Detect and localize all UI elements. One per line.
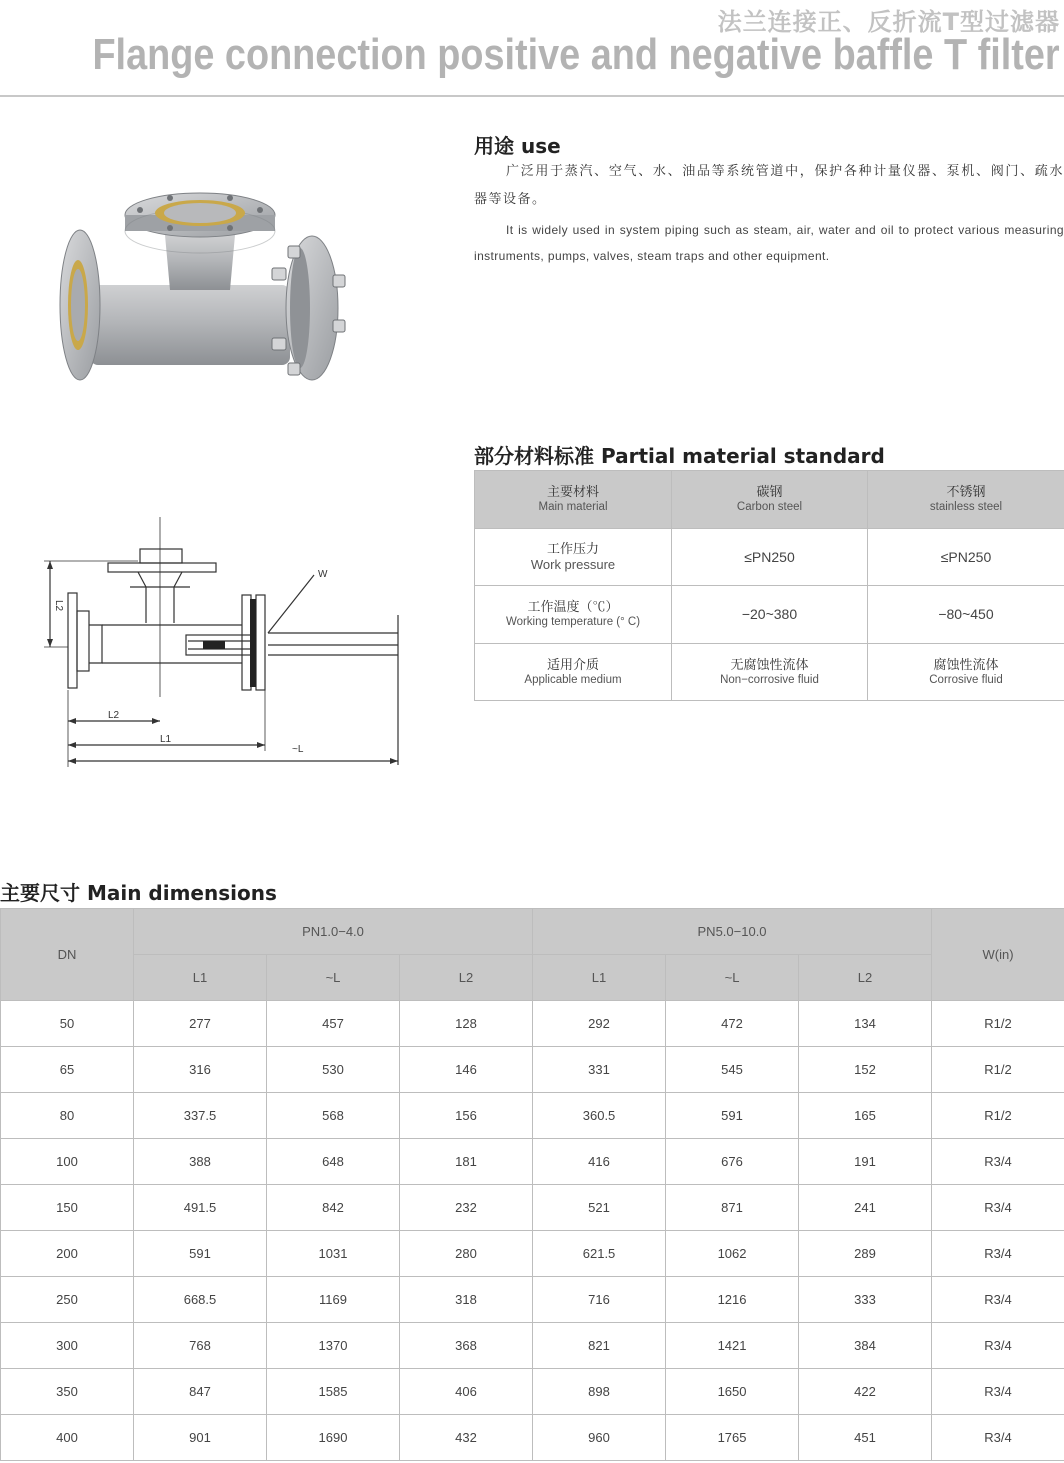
table-cell: 521 (533, 1185, 666, 1231)
dimensions-header-dn: DN (1, 909, 134, 1001)
table-row (1, 1277, 1064, 1323)
dn-cell: 350 (1, 1369, 134, 1415)
table-cell: 491.5 (134, 1185, 267, 1231)
dn-cell: 200 (1, 1231, 134, 1277)
table-row (1, 1093, 1064, 1139)
table-cell: 1370 (267, 1323, 400, 1369)
material-row-pressure (475, 528, 1064, 586)
table-cell: 451 (799, 1415, 932, 1461)
drawing-label-w: W (318, 569, 328, 580)
table-cell: 318 (400, 1277, 533, 1323)
material-cell: 无腐蚀性流体 Non−corrosive fluid (672, 643, 868, 701)
table-cell: 241 (799, 1185, 932, 1231)
material-row-medium (475, 643, 1064, 701)
table-cell: 360.5 (533, 1093, 666, 1139)
table-cell: 591 (666, 1093, 799, 1139)
table-cell: 384 (799, 1323, 932, 1369)
material-header-cell: 碳钢 Carbon steel (672, 471, 868, 529)
table-cell: R1/2 (932, 1047, 1064, 1093)
table-cell: 416 (533, 1139, 666, 1185)
table-cell: 316 (134, 1047, 267, 1093)
material-table (474, 470, 1064, 701)
dn-cell: 80 (1, 1093, 134, 1139)
table-cell: 232 (400, 1185, 533, 1231)
table-cell: R3/4 (932, 1277, 1064, 1323)
material-cell: −20~380 (672, 586, 868, 644)
table-cell: 1585 (267, 1369, 400, 1415)
dn-cell: 250 (1, 1277, 134, 1323)
dimensions-header-group1: PN1.0−4.0 (134, 909, 533, 955)
table-cell: 842 (267, 1185, 400, 1231)
table-row (1, 1231, 1064, 1277)
dimensions-subheader: L2 (799, 955, 932, 1001)
use-section-title: 用途 use (474, 134, 561, 158)
filter-body (90, 285, 290, 365)
dimension-drawing (38, 515, 408, 775)
table-cell: 960 (533, 1415, 666, 1461)
baffle-plate (250, 599, 256, 687)
table-row (1, 1139, 1064, 1185)
dimensions-table-body (1, 1001, 1064, 1461)
table-cell: 716 (533, 1277, 666, 1323)
table-cell: 337.5 (134, 1093, 267, 1139)
table-cell: 289 (799, 1231, 932, 1277)
material-table-header (475, 471, 1064, 529)
page-title-cn: 法兰连接正、反折流T型过滤器 (717, 8, 1060, 36)
table-cell: 530 (267, 1047, 400, 1093)
table-cell: 568 (267, 1093, 400, 1139)
table-cell: 821 (533, 1323, 666, 1369)
filter-element (203, 641, 225, 649)
table-cell: 1650 (666, 1369, 799, 1415)
dn-cell: 300 (1, 1323, 134, 1369)
dn-cell: 100 (1, 1139, 134, 1185)
dimensions-subheader-row (1, 955, 1064, 1001)
table-cell: 146 (400, 1047, 533, 1093)
table-cell: 277 (134, 1001, 267, 1047)
material-header-cell: 不锈钢 stainless steel (868, 471, 1064, 529)
use-description-en: It is widely used in system piping such as steam, air, water and oil to protect various measuring instruments, pumps, valves, steam traps and other equipment. (474, 223, 1064, 263)
dimensions-subheader: L2 (400, 955, 533, 1001)
drawing-label-l: ~L (292, 744, 304, 755)
dimensions-subheader: L1 (134, 955, 267, 1001)
table-cell: 280 (400, 1231, 533, 1277)
dimensions-subheader: ~L (666, 955, 799, 1001)
material-row-label: 工作压力 Work pressure (475, 528, 672, 586)
table-cell: 333 (799, 1277, 932, 1323)
table-cell: 1765 (666, 1415, 799, 1461)
dn-cell: 150 (1, 1185, 134, 1231)
table-cell: R1/2 (932, 1001, 1064, 1047)
table-cell: 388 (134, 1139, 267, 1185)
table-cell: 1690 (267, 1415, 400, 1461)
table-row (1, 1047, 1064, 1093)
table-cell: 331 (533, 1047, 666, 1093)
table-cell: R1/2 (932, 1093, 1064, 1139)
table-cell: 292 (533, 1001, 666, 1047)
dn-cell: 400 (1, 1415, 134, 1461)
table-cell: 545 (666, 1047, 799, 1093)
table-cell: R3/4 (932, 1369, 1064, 1415)
table-cell: 181 (400, 1139, 533, 1185)
material-row-label: 工作温度（℃） Working temperature (° C) (475, 586, 672, 644)
table-cell: 165 (799, 1093, 932, 1139)
drawing-label-l2-vertical: L2 (53, 600, 64, 612)
dimensions-subheader: L1 (533, 955, 666, 1001)
table-cell: R3/4 (932, 1139, 1064, 1185)
table-cell: R3/4 (932, 1185, 1064, 1231)
table-row (1, 1001, 1064, 1047)
table-cell: 406 (400, 1369, 533, 1415)
table-row (1, 1415, 1064, 1461)
table-cell: 128 (400, 1001, 533, 1047)
table-cell: 1421 (666, 1323, 799, 1369)
material-cell: 腐蚀性流体 Corrosive fluid (868, 643, 1064, 701)
dimensions-table (0, 908, 1064, 1461)
material-row-label: 适用介质 Applicable medium (475, 643, 672, 701)
table-cell: 621.5 (533, 1231, 666, 1277)
page-title-en: Flange connection positive and negative baffle T filter (92, 30, 1060, 79)
dimensions-section-title: 主要尺寸 Main dimensions (0, 881, 277, 905)
drawing-label-l1: L1 (160, 734, 172, 745)
table-cell: 898 (533, 1369, 666, 1415)
use-description-cn: 广泛用于蒸汽、空气、水、油品等系统管道中，保护各种计量仪器、泵机、阀门、疏水器等设备。 (474, 164, 1064, 207)
table-cell: 1216 (666, 1277, 799, 1323)
dimensions-header-group2: PN5.0−10.0 (533, 909, 932, 955)
drawing-label-l2: L2 (108, 710, 120, 721)
table-cell: R3/4 (932, 1415, 1064, 1461)
table-cell: 648 (267, 1139, 400, 1185)
table-cell: R3/4 (932, 1231, 1064, 1277)
table-cell: 457 (267, 1001, 400, 1047)
dimensions-subheader: ~L (267, 955, 400, 1001)
table-cell: 472 (666, 1001, 799, 1047)
table-cell: 768 (134, 1323, 267, 1369)
table-cell: 1062 (666, 1231, 799, 1277)
table-cell: 676 (666, 1139, 799, 1185)
table-cell: 422 (799, 1369, 932, 1415)
material-section-title: 部分材料标准 Partial material standard (474, 444, 885, 468)
table-cell: 368 (400, 1323, 533, 1369)
table-cell: 1031 (267, 1231, 400, 1277)
table-cell: 847 (134, 1369, 267, 1415)
dimensions-header-w: W(in) (932, 909, 1064, 1001)
table-cell: 871 (666, 1185, 799, 1231)
material-cell: ≤PN250 (868, 528, 1064, 586)
filter-branch (165, 235, 235, 290)
material-header-cell: 主要材料 Main material (475, 471, 672, 529)
table-row (1, 1369, 1064, 1415)
table-cell: 191 (799, 1139, 932, 1185)
table-row (1, 1323, 1064, 1369)
table-cell: 432 (400, 1415, 533, 1461)
material-cell: ≤PN250 (672, 528, 868, 586)
table-row (1, 1185, 1064, 1231)
table-cell: 1169 (267, 1277, 400, 1323)
table-cell: R3/4 (932, 1323, 1064, 1369)
table-cell: 591 (134, 1231, 267, 1277)
table-cell: 668.5 (134, 1277, 267, 1323)
dn-cell: 65 (1, 1047, 134, 1093)
material-row-temperature (475, 586, 1064, 644)
table-cell: 156 (400, 1093, 533, 1139)
dn-cell: 50 (1, 1001, 134, 1047)
table-cell: 152 (799, 1047, 932, 1093)
dimensions-header-row (1, 909, 1064, 955)
header-divider (0, 95, 1064, 97)
material-cell: −80~450 (868, 586, 1064, 644)
table-cell: 134 (799, 1001, 932, 1047)
product-photo (50, 180, 370, 420)
top-flange-bore (164, 203, 236, 223)
table-cell: 901 (134, 1415, 267, 1461)
